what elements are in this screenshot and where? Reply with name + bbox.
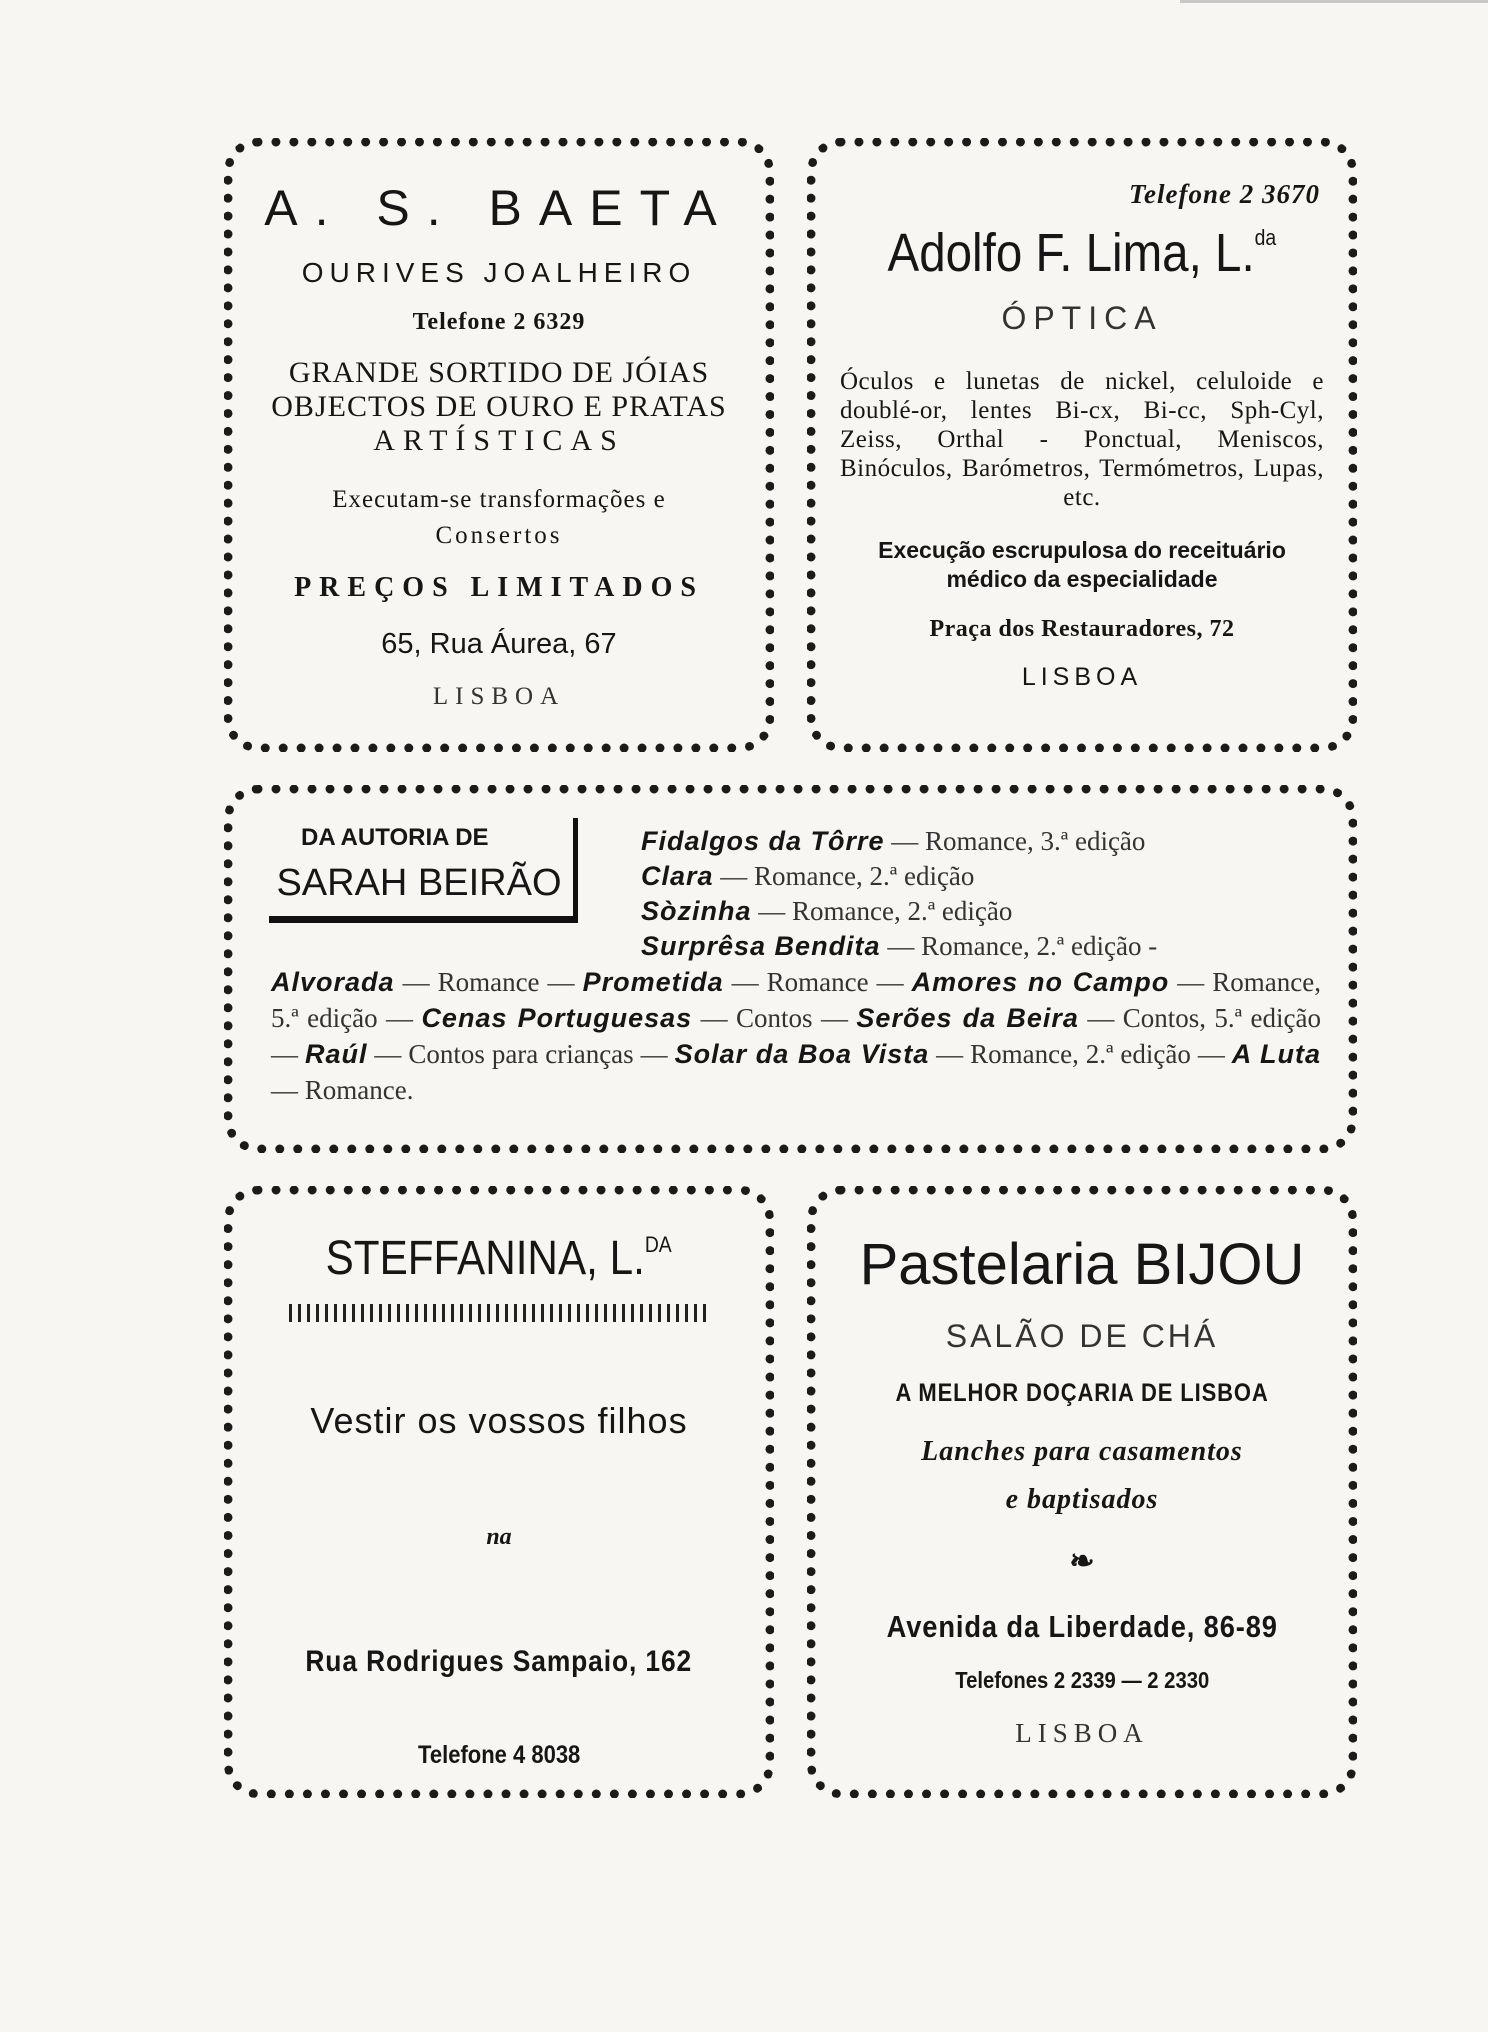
steff-slogan: Vestir os vossos filhos: [310, 1400, 688, 1441]
book-desc: — Romance, 2.ª edição —: [929, 1039, 1232, 1069]
ad-lima: [807, 138, 1357, 752]
book-desc: — Romance, 3.ª edição: [891, 826, 1146, 856]
book-title: Amores no Campo: [911, 967, 1170, 997]
book-desc: — Romance.: [271, 1075, 414, 1105]
bijou-subtitle: SALÃO DE CHÁ: [945, 1318, 1219, 1354]
book-title: Sòzinha: [641, 896, 752, 926]
steff-title-main: STEFFANINA, L.: [325, 1232, 646, 1285]
baeta-subtitle: OURIVES JOALHEIRO: [301, 257, 697, 288]
lima-title-sup: da: [1254, 225, 1277, 250]
book-desc: — Romance, 2.ª edição: [758, 896, 1013, 926]
baeta-desc-line: GRANDE SORTIDO DE JÓIAS: [288, 356, 710, 389]
lima-title-text: [888, 222, 1277, 284]
lima-title: [816, 222, 1348, 284]
book-desc: — Contos, 5.ª edição —: [271, 1003, 1322, 1069]
author-tag-line2: SARAH BEIRÃO: [276, 862, 562, 904]
baeta-address: 65, Rua Áurea, 67: [381, 628, 617, 660]
baeta-telefone: Telefone 2 6329: [412, 309, 586, 335]
lima-subtitle: ÓPTICA: [1001, 300, 1163, 336]
steff-telefone: [233, 1741, 765, 1770]
ornament-icon: ❧: [1069, 1545, 1095, 1578]
bijou-lanches-line: Lanches para casamentos: [921, 1436, 1243, 1467]
book-entry: [641, 859, 1157, 894]
lima-description: Óculos e lunetas de nickel, celuloide e doublé-or, lentes Bi-cx, Bi-cc, Sph-Cyl, Zeiss, Orthal - Ponctual, Meniscos, Binóculos, Barómetros, Termómetros, Lupas, etc.: [840, 368, 1324, 511]
lima-title-main: Adolfo F. Lima, L.: [887, 223, 1255, 283]
baeta-exec-line: Consertos: [435, 522, 563, 549]
book-title: A Luta: [1231, 1039, 1321, 1069]
baeta-precos: PREÇOS LIMITADOS: [294, 572, 704, 603]
book-title: Raúl: [304, 1039, 368, 1069]
steff-address: [233, 1645, 765, 1679]
bijou-lanches: [816, 1428, 1348, 1524]
book-desc: — Contos para crianças —: [367, 1039, 675, 1069]
book-entry: [641, 824, 1157, 859]
baeta-exec-line: Executam-se transformações e: [332, 486, 666, 513]
book-desc: — Romance, 2.ª edição: [720, 861, 975, 891]
book-desc: — Contos —: [692, 1003, 857, 1033]
steff-address-text: Rua Rodrigues Sampaio, 162: [305, 1645, 693, 1678]
baeta-description: [233, 356, 765, 458]
ad-bijou: [807, 1186, 1357, 1798]
book-desc: — Romance —: [723, 967, 912, 997]
book-title: Alvorada: [271, 967, 395, 997]
bijou-address: [816, 1609, 1348, 1645]
steff-na: na: [486, 1524, 512, 1550]
bijou-telefones: [816, 1667, 1348, 1694]
steff-title-text: [326, 1231, 672, 1286]
book-title: Cenas Portuguesas: [421, 1003, 693, 1033]
decorative-bars: [289, 1304, 709, 1322]
book-title: Fidalgos da Tôrre: [641, 826, 885, 856]
steff-telefone-text: Telefone 4 8038: [417, 1741, 581, 1769]
ad-baeta: [224, 138, 774, 752]
lima-exec-line: médico da especialidade: [946, 566, 1218, 592]
baeta-city: LISBOA: [432, 683, 566, 710]
baeta-desc-line: ARTÍSTICAS: [373, 424, 625, 457]
author-tag-line1: DA AUTORIA DE: [301, 824, 489, 851]
bijou-telefones-text: Telefones 2 2339 — 2 2330: [955, 1667, 1209, 1693]
book-desc: — Romance, 5.ª edição —: [271, 967, 1321, 1033]
bijou-address-text: Avenida da Liberdade, 86-89: [886, 1609, 1278, 1644]
author-tag: [269, 818, 578, 923]
bijou-melhor: [816, 1379, 1348, 1408]
lima-telefone: Telefone 2 3670: [1129, 179, 1320, 209]
steff-title: [233, 1231, 765, 1286]
book-paragraph: [271, 964, 1321, 1108]
book-desc: — Romance —: [394, 967, 583, 997]
lima-exec: [816, 536, 1348, 594]
bijou-melhor-text: A MELHOR DOÇARIA DE LISBOA: [895, 1379, 1269, 1407]
bijou-city: LISBOA: [1015, 1718, 1149, 1748]
book-entry: [641, 894, 1157, 929]
bijou-title: Pastelaria BIJOU: [859, 1232, 1305, 1297]
baeta-desc-line: OBJECTOS DE OURO E PRATAS: [271, 390, 727, 423]
book-title: Solar da Boa Vista: [674, 1039, 930, 1069]
book-title: Prometida: [582, 967, 724, 997]
book-title: Serões da Beira: [856, 1003, 1079, 1033]
ad-sarah-beirao: [224, 785, 1357, 1153]
lima-city: LISBOA: [1021, 663, 1143, 691]
ad-steffanina: [224, 1186, 774, 1798]
steff-title-sup: DA: [645, 1232, 673, 1257]
lima-address: Praça dos Restauradores, 72: [929, 616, 1235, 642]
bijou-lanches-line: e baptisados: [1005, 1484, 1159, 1515]
lima-exec-line: Execução escrupulosa do receituário: [878, 537, 1286, 563]
book-title: Clara: [641, 861, 714, 891]
baeta-title: A. S. BAETA: [264, 180, 734, 236]
book-desc: — Romance, 2.ª edição -: [887, 931, 1158, 961]
book-title: Surprêsa Bendita: [641, 931, 881, 961]
book-list: [641, 824, 1157, 964]
top-edge-line: [1180, 0, 1488, 3]
book-entry: [641, 929, 1157, 964]
baeta-services: [233, 482, 765, 554]
